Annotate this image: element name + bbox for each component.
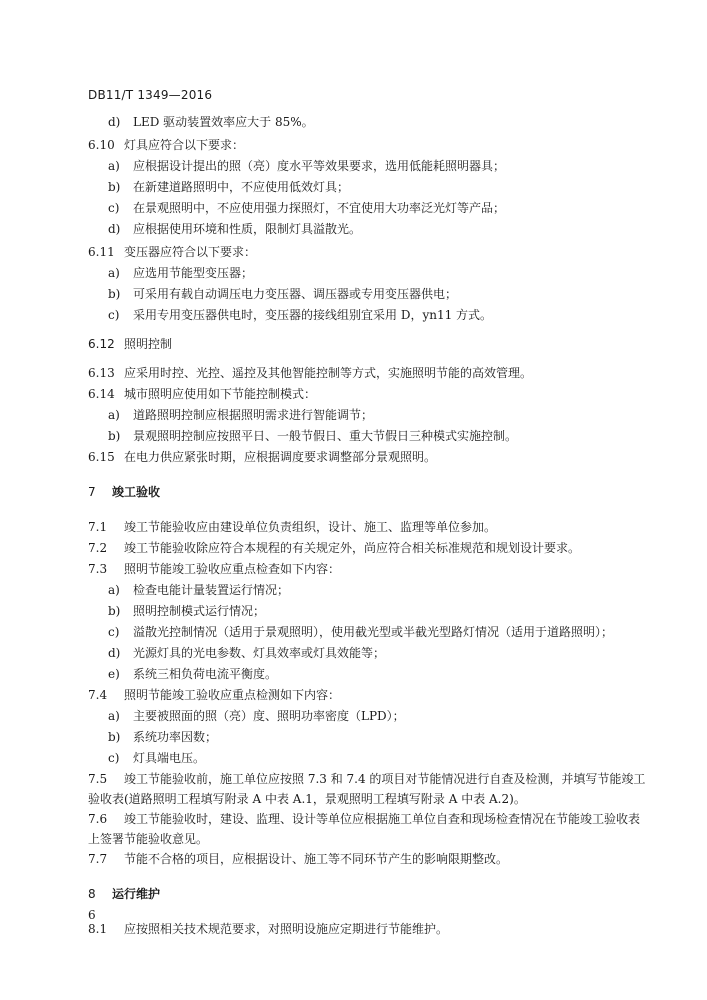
clause-7-7: 7.7 节能不合格的项目，应根据设计、施工等不同环节产生的影响限期整改。 [88, 852, 509, 866]
section-7-heading: 7 竣工验收 [88, 485, 161, 499]
list-item: d) 应根据使用环境和性质，限制灯具溢散光。 [108, 222, 362, 236]
clause-7-2: 7.2 竣工节能验收除应符合本规程的有关规定外，尚应符合相关标准规范和规划设计要求。 [88, 541, 581, 555]
clause-6-12-heading: 6.12 照明控制 [88, 337, 173, 351]
list-item: a) 道路照明控制应根据照明需求进行智能调节； [108, 408, 374, 422]
list-item: c) 在景观照明中，不应使用强力探照灯，不宜使用大功率泛光灯等产品； [108, 201, 506, 215]
list-item: d) LED 驱动装置效率应大于 85%。 [108, 115, 314, 129]
clause-7-5: 7.5 竣工节能验收前，施工单位应按照 7.3 和 7.4 的项目对节能情况进行自查及检测，并填写节能竣工验收表(道路照明工程填写附录 A 中表 A.1，景观照明工程填写附录 A 中表 A.2)。 [88, 772, 646, 806]
section-8-heading: 8 运行维护 [88, 887, 161, 901]
list-item: c) 溢散光控制情况（适用于景观照明），使用截光型或半截光型路灯情况（适用于道路照明）； [108, 625, 614, 639]
list-item: a) 应根据设计提出的照（亮）度水平等效果要求，选用低能耗照明器具； [108, 159, 506, 173]
list-item: d) 光源灯具的光电参数、灯具效率或灯具效能等； [108, 646, 386, 660]
list-item: a) 检查电能计量装置运行情况； [108, 583, 290, 597]
document-body [88, 112, 648, 940]
standard-code-header: DB11/T 1349—2016 [88, 88, 213, 102]
clause-7-6: 7.6 竣工节能验收时，建设、监理、设计等单位应根据施工单位自查和现场检查情况在节能竣工验收表上签署节能验收意见。 [88, 812, 641, 846]
clause-6-15: 6.15 在电力供应紧张时期，应根据调度要求调整部分景观照明。 [88, 450, 437, 464]
list-item: e) 系统三相负荷电流平衡度。 [108, 667, 278, 681]
clause-6-10: 6.10 灯具应符合以下要求： [88, 138, 245, 152]
clause-7-1: 7.1 竣工节能验收应由建设单位负责组织，设计、施工、监理等单位参加。 [88, 520, 497, 534]
clause-6-11: 6.11 变压器应符合以下要求： [88, 245, 257, 259]
list-item: b) 可采用有载自动调压电力变压器、调压器或专用变压器供电； [108, 287, 458, 301]
clause-8-1: 8.1 应按照相关技术规范要求，对照明设施应定期进行节能维护。 [88, 922, 449, 936]
list-item: c) 采用专用变压器供电时，变压器的接线组别宜采用 D，yn11 方式。 [108, 308, 493, 322]
clause-7-4: 7.4 照明节能竣工验收应重点检测如下内容： [88, 688, 341, 702]
list-item: b) 在新建道路照明中，不应使用低效灯具； [108, 180, 350, 194]
clause-6-13: 6.13 应采用时控、光控、遥控及其他智能控制等方式，实施照明节能的高效管理。 [88, 366, 533, 380]
clause-7-3: 7.3 照明节能竣工验收应重点检查如下内容： [88, 562, 341, 576]
list-item: b) 照明控制模式运行情况； [108, 604, 266, 618]
clause-6-14: 6.14 城市照明应使用如下节能控制模式： [88, 387, 317, 401]
page-number: 6 [88, 908, 96, 922]
list-item: b) 系统功率因数； [108, 730, 218, 744]
list-item: a) 主要被照面的照（亮）度、照明功率密度（LPD）； [108, 709, 405, 723]
list-item: a) 应选用节能型变压器； [108, 266, 254, 280]
list-item: c) 灯具端电压。 [108, 751, 206, 765]
list-item: b) 景观照明控制应按照平日、一般节假日、重大节假日三种模式实施控制。 [108, 429, 518, 443]
